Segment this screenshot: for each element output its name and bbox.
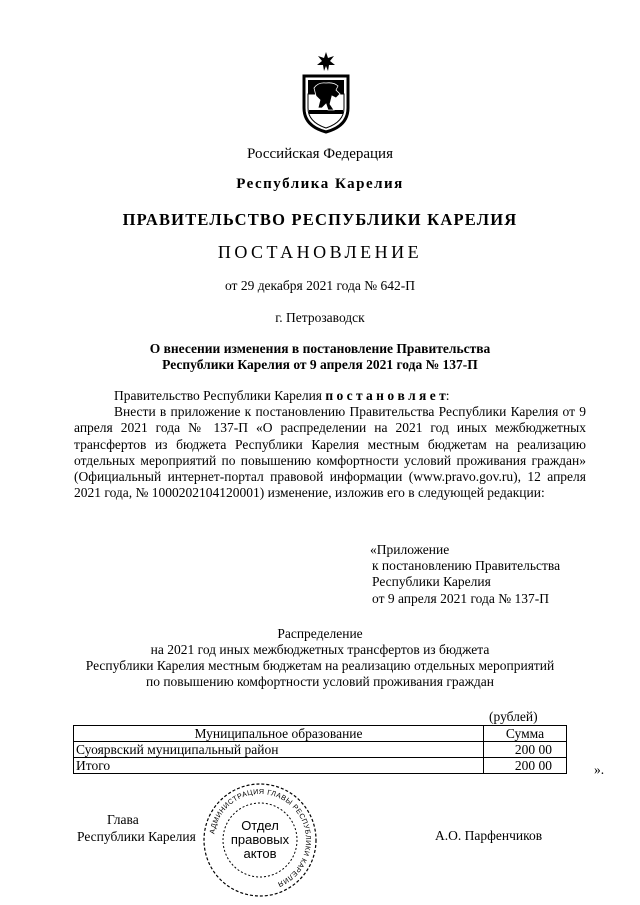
appendix-line1: «Приложение <box>370 542 450 557</box>
appendix-block <box>370 542 610 607</box>
document-title-line2: Республики Карелия от 9 апреля 2021 года № 137-П <box>162 357 478 372</box>
stamp-line3: актов <box>243 846 277 861</box>
stamp-ring-text: АДМИНИСТРАЦИЯ ГЛАВЫ РЕСПУБЛИКИ КАРЕЛИЯ <box>207 786 314 890</box>
appendix-line2: к постановлению Правительства <box>372 558 561 574</box>
document-type: ПОСТАНОВЛЕНИЕ <box>217 242 423 262</box>
document-body <box>74 388 586 501</box>
table-cell-sum: 200 00 <box>484 742 567 758</box>
distribution-line2: Республики Карелия местным бюджетам на реализацию отдельных мероприятий <box>85 658 555 673</box>
table-units: (рублей) <box>489 709 538 724</box>
table-cell-name: Суоярвский муниципальный район <box>74 742 484 758</box>
table-header-sum: Сумма <box>484 726 567 742</box>
intro-paragraph <box>74 388 586 404</box>
distribution-line1: на 2021 год иных межбюджетных трансфертов из бюджета <box>150 642 490 657</box>
table-row <box>74 758 567 774</box>
coat-of-arms-icon <box>298 50 354 134</box>
document-date-number: от 29 декабря 2021 года № 642-П <box>224 278 416 293</box>
signature-title-line1: Глава <box>107 812 139 827</box>
table-header-municipality: Муниципальное образование <box>74 726 484 742</box>
stamp-line1: Отдел <box>241 818 279 833</box>
intro-suffix: : <box>445 388 450 403</box>
republic-name: Республика Карелия <box>236 176 404 192</box>
intro-prefix: Правительство Республики Карелия <box>114 388 326 403</box>
distribution-table <box>73 725 567 774</box>
stamp-line2: правовых <box>230 832 290 847</box>
table-closing-quote: ». <box>594 762 605 777</box>
distribution-heading: Распределение <box>277 626 363 641</box>
table-row <box>74 742 567 758</box>
appendix-line4: от 9 апреля 2021 года № 137-П <box>372 590 549 606</box>
main-paragraph: Внести в приложение к постановлению Правительства Республики Карелия от 9 апреля 2021 года № 137-П «О распределении на 2021 год иных межбюджетных трансфертов из бюджета Республики Карелия местным бюджетам на реализацию отдельных мероприятий по повышению комфортности условий проживания граждан» (Официальный интернет-портал правовой информации (www.pravo.gov.ru), 12 апреля 2021 года, № 1000202104120001) изменение, изложив его в следующей редакции: <box>74 404 586 501</box>
table-cell-name: Итого <box>74 758 484 774</box>
government-name: ПРАВИТЕЛЬСТВО РЕСПУБЛИКИ КАРЕЛИЯ <box>122 210 518 229</box>
table-header-row <box>74 726 567 742</box>
distribution-line3: по повышению комфортности условий проживания граждан <box>145 674 495 689</box>
stamp <box>200 780 320 900</box>
signature-title-line2: Республики Карелия <box>77 829 196 844</box>
decree-word: п о с т а н о в л я е т <box>325 388 446 403</box>
document-city: г. Петрозаводск <box>275 310 365 325</box>
document-title-line1: О внесении изменения в постановление Правительства <box>149 341 491 356</box>
appendix-line3: Республики Карелия <box>372 574 491 590</box>
table-cell-sum: 200 00 <box>484 758 567 774</box>
signatory-name: А.О. Парфенчиков <box>435 828 543 843</box>
country-name: Российская Федерация <box>247 146 393 162</box>
